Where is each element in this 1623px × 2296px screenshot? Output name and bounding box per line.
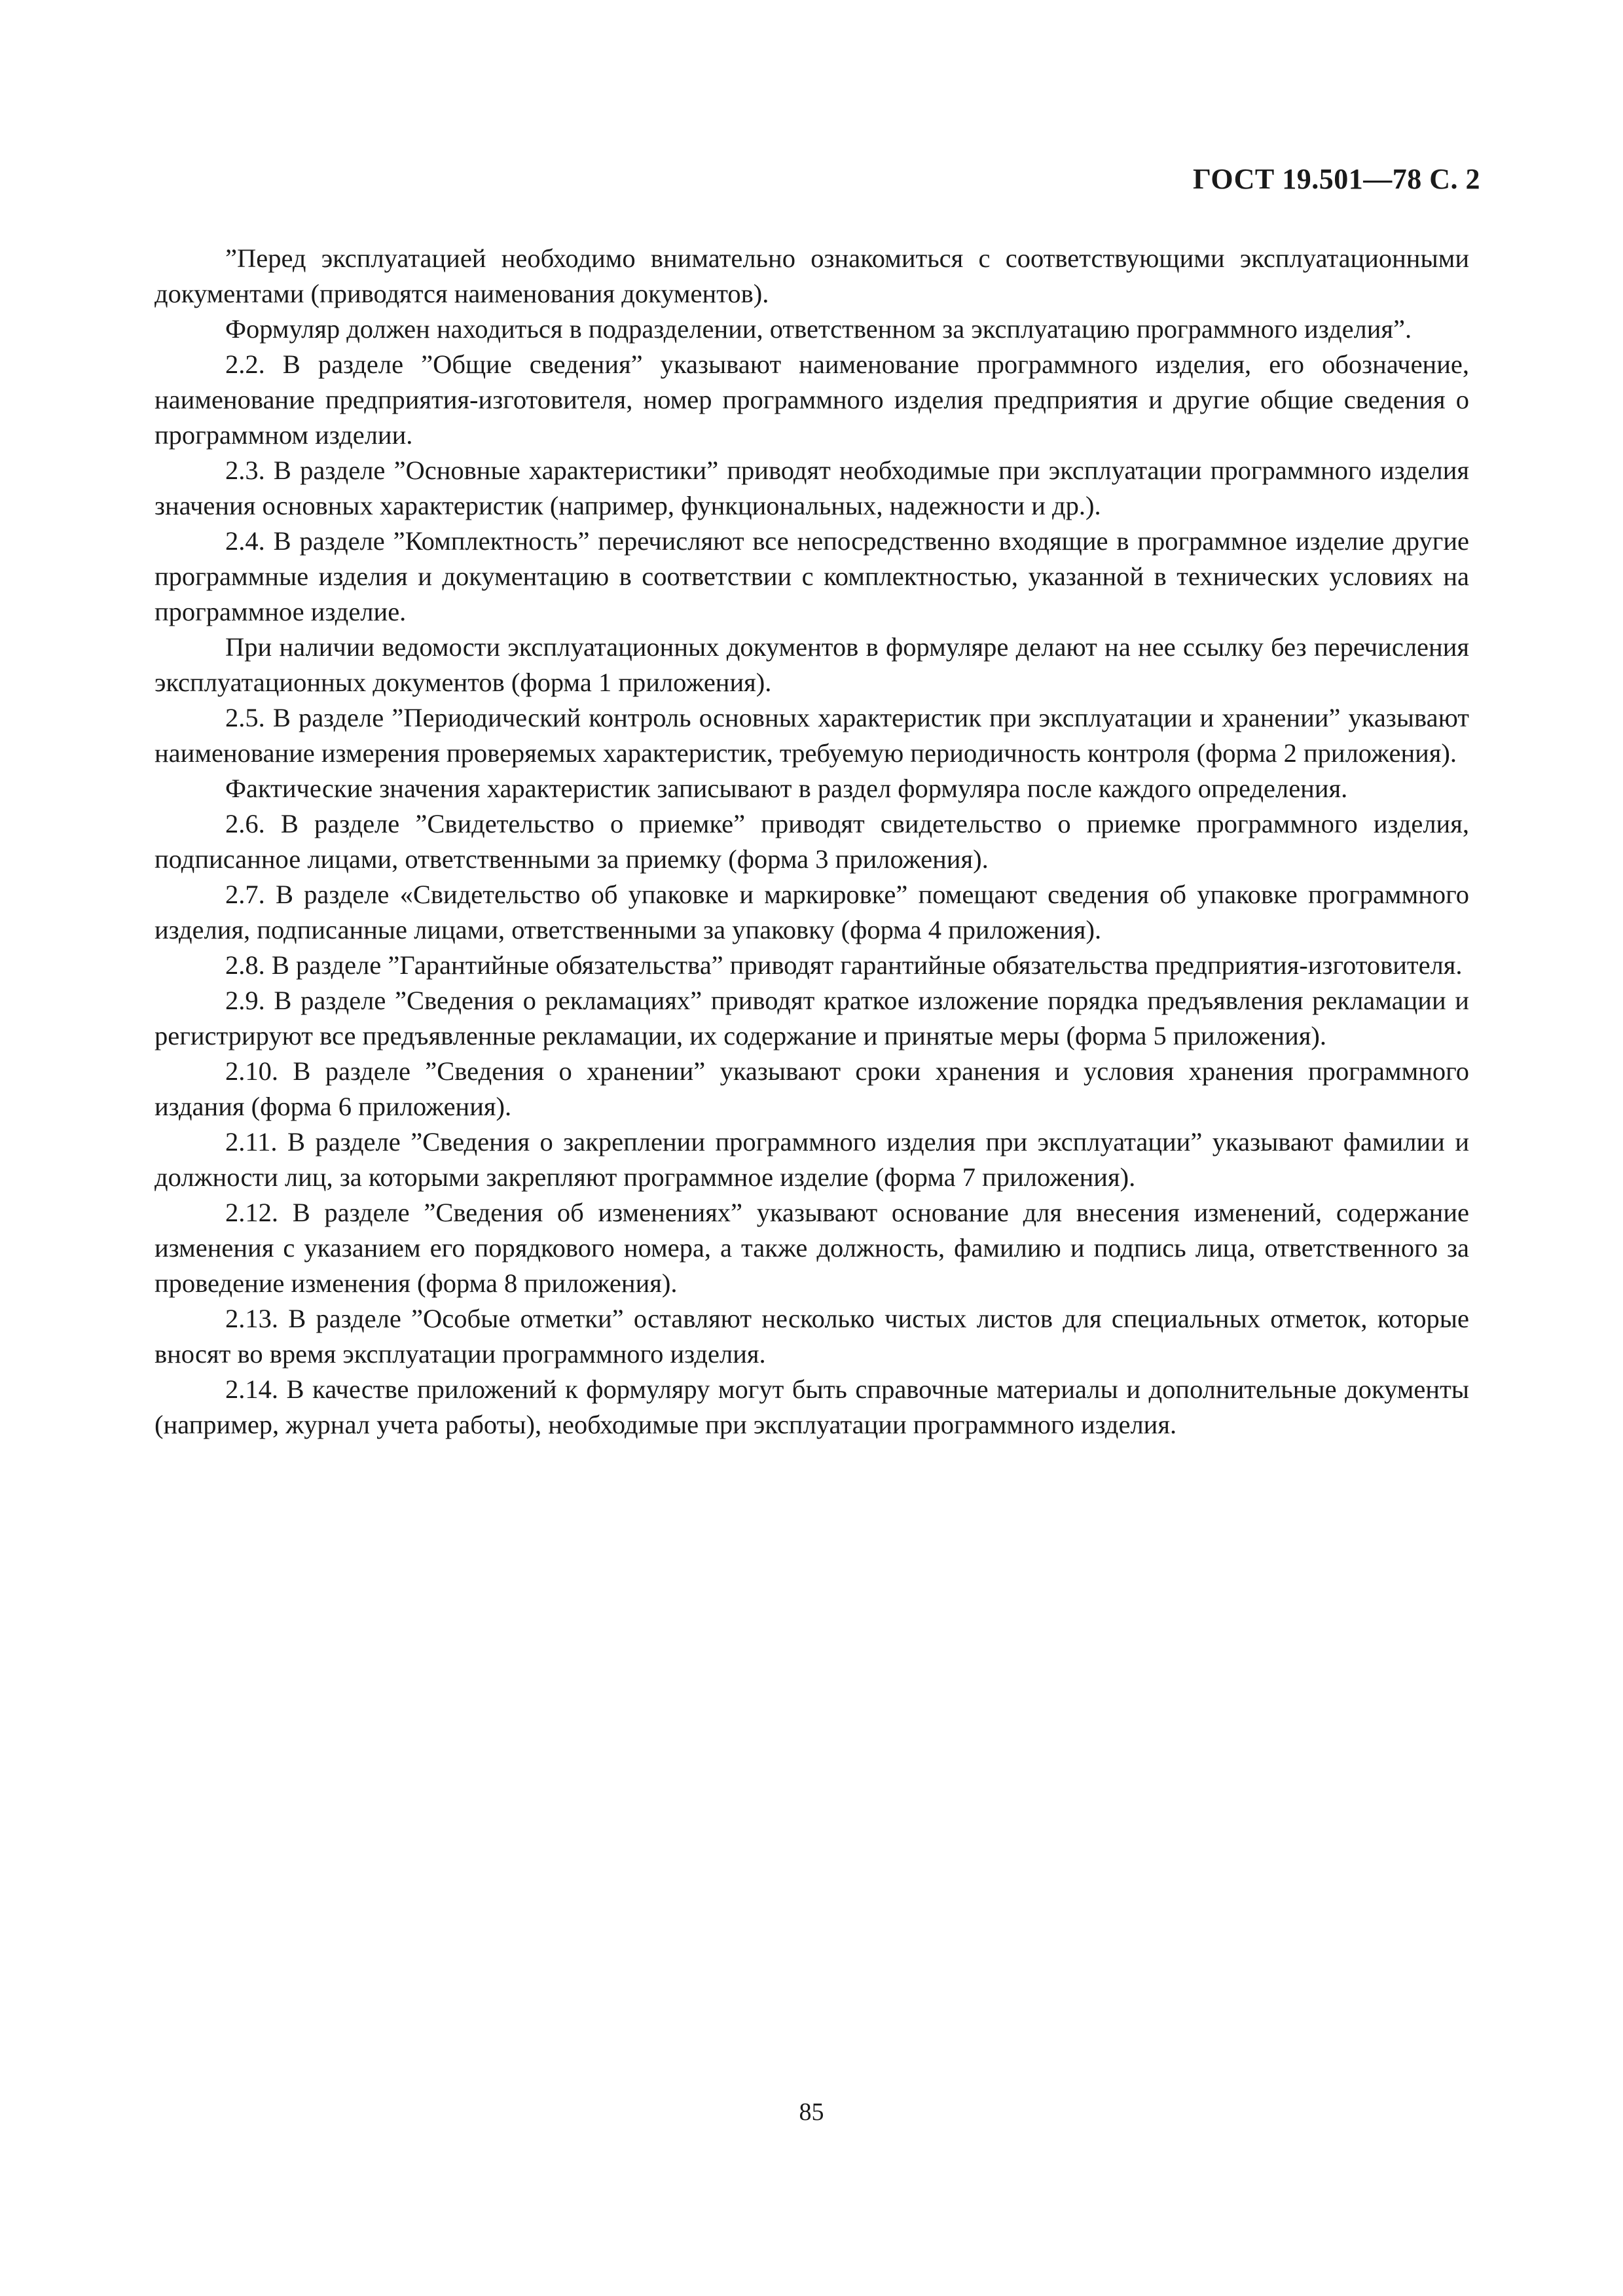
paragraph: 2.8. В разделе ”Гарантийные обязательства” приводят гарантийные обязательства предприятия-изготовителя.	[225, 950, 1463, 980]
paragraph: ”Перед эксплуатацией необходимо внимательно ознакомиться с соответствующими эксплуатационными документами (приводятся наименования документов).	[155, 243, 1469, 308]
paragraph: 2.12. В разделе ”Сведения об изменениях” указывают основание для внесения изменений, содержание изменения с указанием его порядкового номера, а также должность, фамилию и подпись лица, ответственного за проведение изменения (форма 8 приложения).	[155, 1198, 1469, 1298]
document-body	[155, 241, 1469, 1443]
paragraph: 2.4. В разделе ”Комплектность” перечисляют все непосредственно входящие в программное изделие другие программные изделия и документацию в соответствии с комплектностью, указанной в технических условиях на программное изделие.	[155, 526, 1469, 626]
paragraph: 2.10. В разделе ”Сведения о хранении” указывают сроки хранения и условия хранения программного издания (форма 6 приложения).	[155, 1056, 1469, 1121]
paragraph: 2.7. В разделе «Свидетельство об упаковке и маркировке” помещают сведения об упаковке программного изделия, подписанные лицами, ответственными за упаковку (форма 4 приложения).	[155, 880, 1469, 944]
paragraph: 2.14. В качестве приложений к формуляру могут быть справочные материалы и дополнительные документы (например, журнал учета работы), необходимые при эксплуатации программного изделия.	[155, 1374, 1469, 1439]
paragraph: 2.3. В разделе ”Основные характеристики” приводят необходимые при эксплуатации программного изделия значения основных характеристик (например, функциональных, надежности и др.).	[155, 456, 1469, 520]
paragraph: 2.5. В разделе ”Периодический контроль основных характеристик при эксплуатации и хранении” указывают наименование измерения проверяемых характеристик, требуемую периодичность контроля (форма 2 приложения).	[155, 703, 1469, 768]
paragraph: 2.2. В разделе ”Общие сведения” указывают наименование программного изделия, его обозначение, наименование предприятия-изготовителя, номер программного изделия предприятия и другие общие сведения о программном изделии.	[155, 350, 1469, 450]
paragraph: Фактические значения характеристик записывают в раздел формуляра после каждого определения.	[225, 774, 1348, 803]
paragraph: 2.13. В разделе ”Особые отметки” оставляют несколько чистых листов для специальных отметок, которые вносят во время эксплуатации программного изделия.	[155, 1304, 1469, 1369]
page-number: 85	[799, 2098, 824, 2126]
paragraph: 2.9. В разделе ”Сведения о рекламациях” приводят краткое изложение порядка предъявления рекламации и регистрируют все предъявленные рекламации, их содержание и принятые меры (форма 5 приложения).	[155, 986, 1469, 1050]
paragraph: Формуляр должен находиться в подразделении, ответственном за эксплуатацию программного изделия”.	[225, 314, 1412, 344]
document-header: ГОСТ 19.501—78 С. 2	[1192, 163, 1480, 195]
paragraph: 2.6. В разделе ”Свидетельство о приемке” приводят свидетельство о приемке программного изделия, подписанное лицами, ответственными за приемку (форма 3 приложения).	[155, 809, 1469, 874]
paragraph: При наличии ведомости эксплуатационных документов в формуляре делают на нее ссылку без перечисления эксплуатационных документов (форма 1 приложения).	[155, 632, 1469, 697]
paragraph: 2.11. В разделе ”Сведения о закреплении программного изделия при эксплуатации” указывают фамилии и должности лиц, за которыми закрепляют программное изделие (форма 7 приложения).	[155, 1127, 1469, 1192]
